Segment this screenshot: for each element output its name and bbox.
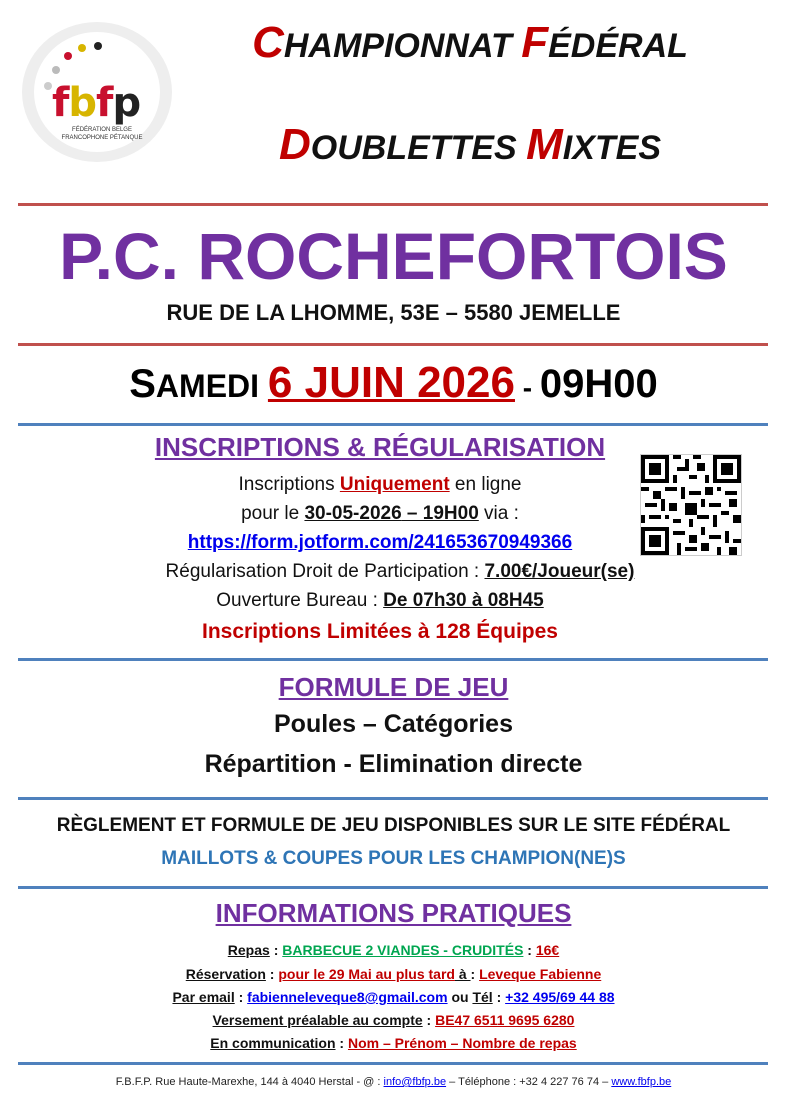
email-link[interactable]: fabienneleveque8@gmail.com	[247, 989, 448, 1005]
divider	[18, 1062, 768, 1065]
maillots-line: MAILLOTS & COUPES POUR LES CHAMPION(NE)S	[161, 848, 626, 869]
inscriptions-line-1: Inscriptions Uniquement en ligne	[238, 474, 522, 495]
fbfp-logo	[22, 22, 172, 162]
inscriptions-line-4: Régularisation Droit de Participation : 7.00€/Joueur(se)	[165, 561, 635, 582]
formule-heading: FORMULE DE JEU	[278, 672, 509, 702]
event-date: SAMEDI 6 JUIN 2026 - 09H00	[129, 358, 658, 407]
jotform-link[interactable]: https://form.jotform.com/241653670949366	[187, 532, 573, 553]
divider	[18, 886, 768, 889]
pratique-heading: INFORMATIONS PRATIQUES	[215, 898, 572, 928]
reglement-line: RÈGLEMENT ET FORMULE DE JEU DISPONIBLES SUR LE SITE FÉDÉRAL	[56, 815, 731, 836]
inscriptions-line-5: Ouverture Bureau : De 07h30 à 08H45	[216, 590, 544, 611]
divider	[18, 423, 768, 426]
club-address: RUE DE LA LHOMME, 53E – 5580 JEMELLE	[166, 300, 621, 325]
qr-code[interactable]	[640, 454, 742, 556]
footer: F.B.F.P. Rue Haute-Marexhe, 144 à 4040 Herstal - @ : info@fbfp.be – Téléphone : +32 4 227 76 74 – www.fbfp.be	[115, 1076, 672, 1088]
divider	[18, 343, 768, 346]
divider	[18, 797, 768, 800]
logo-subtitle: FÉDÉRATION BELGE FRANCOPHONE PÉTANQUE	[61, 127, 143, 141]
event-time: 09H00	[539, 362, 658, 406]
info-repas: Repas : BARBECUE 2 VIANDES - CRUDITÉS : 16€	[227, 942, 560, 958]
title-line-1: CHAMPIONNAT FÉDÉRAL	[252, 18, 688, 67]
logo-wordmark: fbfp	[52, 80, 141, 126]
divider	[18, 203, 768, 206]
inscriptions-heading: INSCRIPTIONS & RÉGULARISATION	[154, 432, 606, 462]
info-reservation: Réservation : pour le 29 Mai au plus tard à : Leveque Fabienne	[185, 966, 602, 982]
formule-line-1: Poules – Catégories	[274, 710, 513, 738]
event-day: 6 JUIN 2026	[267, 358, 515, 407]
inscriptions-limit: Inscriptions Limitées à 128 Équipes	[202, 620, 558, 643]
inscriptions-url-line	[80, 532, 680, 554]
title-line-2: DOUBLETTES MIXTES	[278, 120, 662, 169]
phone-link[interactable]: +32 495/69 44 88	[505, 989, 615, 1005]
divider	[18, 658, 768, 661]
info-contact: Par email : fabienneleveque8@gmail.com ou Tél : +32 495/69 44 88	[172, 989, 615, 1005]
info-versement: Versement préalable au compte : BE47 6511 9695 6280	[212, 1012, 575, 1028]
inscriptions-line-2: pour le 30-05-2026 – 19H00 via :	[241, 503, 519, 524]
formule-line-2: Répartition - Elimination directe	[204, 750, 583, 778]
info-communication: En communication : Nom – Prénom – Nombre de repas	[210, 1035, 577, 1051]
club-name: P.C. ROCHEFORTOIS	[59, 219, 728, 293]
footer-site-link[interactable]: www.fbfp.be	[611, 1076, 672, 1088]
footer-email-link[interactable]: info@fbfp.be	[383, 1076, 447, 1088]
